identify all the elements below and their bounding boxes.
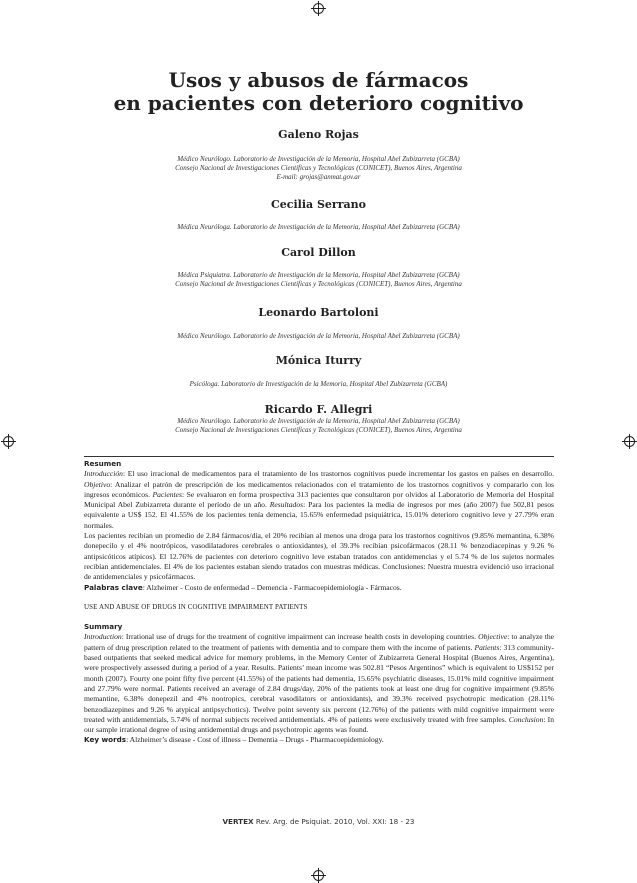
- author-name: Carol Dillon: [281, 246, 356, 259]
- author-affiliation: [70, 380, 567, 389]
- affiliation-line: Consejo Nacional de Investigaciones Científicas y Tecnológicas (CONICET), Buenos Aires, Argentina: [175, 280, 462, 288]
- author-affiliation: [70, 271, 567, 289]
- title-line-1: Usos y abusos de fármacos: [168, 68, 469, 92]
- abstract-block: [84, 459, 554, 746]
- english-title: USE AND ABUSE OF DRUGS IN COGNITIVE IMPAIRMENT PATIENTS: [84, 602, 308, 611]
- journal-name: VERTEX: [222, 817, 254, 826]
- affiliation-line: Médico Neurólogo. Laboratorio de Investigación de la Memoria, Hospital Abel Zubizarreta (GCBA): [177, 155, 460, 163]
- author-email: E-mail: grojas@anmat.gov.ar: [276, 173, 361, 181]
- author-affiliation: [70, 417, 567, 435]
- page-footer: [0, 817, 637, 826]
- registration-mark-icon: [313, 3, 324, 14]
- title-line-2: en pacientes con deterioro cognitivo: [113, 91, 524, 115]
- registration-mark-icon: [313, 870, 324, 881]
- registration-mark-icon: [624, 436, 635, 447]
- author-name: Cecilia Serrano: [271, 198, 366, 211]
- author-name: Ricardo F. Allegri: [264, 403, 373, 416]
- affiliation-line: Médica Psiquiatra. Laboratorio de Investigación de la Memoria, Hospital Abel Zubizarreta (GCBA): [177, 271, 460, 279]
- author-name: Galeno Rojas: [278, 128, 359, 141]
- palabras-clave: Palabras clave: Alzheimer - Costo de enfermedad – Demencia - Farmacoepidemiología - Fármacos.: [84, 582, 402, 592]
- registration-mark-icon: [3, 436, 14, 447]
- affiliation-line: Consejo Nacional de Investigaciones Científicas y Tecnológicas (CONICET), Buenos Aires, Argentina: [175, 164, 462, 172]
- resumen-body-2: Los pacientes recibían un promedio de 2.84 fármacos/día, el 20% recibían al menos una droga para los trastornos cognitivos (9.85% memantina, 6.38% donepecilo y el 4% nootrópicos, vasodilatadores cerebrales o antioxidantes), el 39.3% recibían psicofármacos (28.11 % benzodiacepinas y 9.26 % antipsicóticos atípicos). El 12.76% de pacientes con deterioro cognitivo leve estaban tratados con antidemencias y el 5.74 % de los sujetos normales recibían antidemenciales. El 4% de los pacientes estaban siendo tratados con muestras médicas. Conclusiones: Nuestra muestra evidenció uso irracional de antidemenciales y psicofármacos.: [84, 531, 554, 582]
- article-title: [40, 69, 597, 115]
- affiliation-line: Médico Neurólogo. Laboratorio de Investigación de la Memoria, Hospital Abel Zubizarreta (GCBA): [177, 332, 460, 340]
- author-name: Leonardo Bartoloni: [258, 306, 379, 319]
- resumen-body: Introducción: El uso irracional de medicamentos para el tratamiento de los trastornos cognitivos puede incrementar los gastos en países en desarrollo. Objetivo: Analizar el patrón de prescripción de los medicamentos relacionados con el tratamiento de los trastornos cognitivos y compararlo con los ingresos económicos. Pacientes: Se evaluaron en forma prospectiva 313 pacientes que consultaron por olvidos al Laboratorio de Memoria del Hospital Municipal Abel Zubizarreta durante el período de un año. Resultados: Para los pacientes la media de ingresos por mes (año 2007) fue 502,81 pesos equivalente a US$ 152. El 41.55% de los pacientes tenía demencia, 15.65% enfermedad psiquiátrica, 15.01% deterioro cognitivo leve y 27.79% eran normales.: [84, 469, 555, 530]
- affiliation-line: Consejo Nacional de Investigaciones Científicas y Tecnológicas (CONICET), Buenos Aires, Argentina: [175, 426, 462, 434]
- author-affiliation: [70, 155, 567, 182]
- author-affiliation: [70, 332, 567, 341]
- author-affiliation: [70, 223, 567, 232]
- affiliation-line: Médica Neuróloga. Laboratorio de Investigación de la Memoria, Hospital Abel Zubizarreta (GCBA): [177, 223, 460, 231]
- affiliation-line: Médico Neurólogo. Laboratorio de Investigación de la Memoria, Hospital Abel Zubizarreta (GCBA): [177, 417, 460, 425]
- divider: [84, 456, 554, 457]
- key-words: Key words: Alzheimer’s disease - Cost of illness – Dementia – Drugs - Pharmacoepidemiology.: [84, 735, 384, 745]
- affiliation-line: Psicóloga. Laboratorio de Investigación de la Memoria, Hospital Abel Zubizarreta (GCBA): [189, 380, 448, 388]
- summary-body: Introduction: Irrational use of drugs for the treatment of cognitive impairment can increase health costs in developing countries. Objective: to analyze the pattern of drug prescription related to the treatment of patients with dementia and to compare them with the income of patients. Patients: 313 community-based outpatients that seeked medical advice for memory problems, in the Memory Center of Zubizarreta General Hospital (Buenos Aires, Argentina), were prospectively assessed during a period of a year. Results. Patients’ mean income was 502.81 “Pesos Argentinos” which is equivalent to US$152 per month (2007). Fourty one point fifty five percent (41.55%) of the patients had dementia, 15.65% psychiatric diseases, 15.01% mild cognitive impairment and 27.79% were normal. Patients received an average of 2.84 drugs/day, 20% of the patients took at least one drug for cognitive impairment (9.85% memantine, 6.38% donepezil and 4% nootropics, cerebral vasodilators or antioxidants), and 39.3% received psychotropic medication (28.11% benzodiazepines and 9.26 % atypical antipsychotics). Twelve point seventy six percent (12.76%) of the patients with mild cognitive impairment were treated with antidementials, 5.74% of normal subjects received antidementials. 4% of patients were exclusively treated with free samples. Conclusion: In our sample irrational degree of using antidemential drugs and psychotropic agents was found.: [84, 632, 554, 735]
- author-name: Mónica Iturry: [275, 354, 362, 367]
- journal-citation: Rev. Arg. de Psiquiat. 2010, Vol. XXI: 18 - 23: [253, 817, 415, 826]
- resumen-heading: Resumen: [84, 459, 122, 468]
- summary-heading: Summary: [84, 622, 123, 632]
